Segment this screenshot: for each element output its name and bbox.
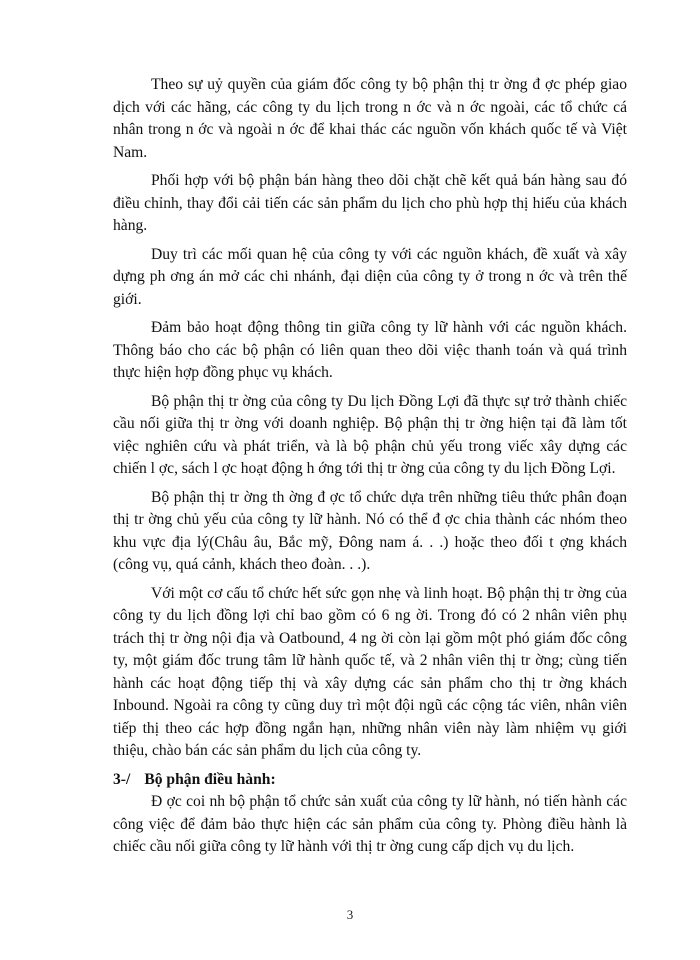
paragraph-market-role: Bộ phận thị tr ờng của công ty Du lịch Đồng Lợi đã thực sự trở thành chiếc cầu nối giữa thị tr ờng với doanh nghiệp. Bộ phận thị tr ờng hiện tại đã làm tốt việc nghiên cứu và phát triển, và là bộ phận chủ yếu trong viếc xây dựng các chiến l ợc, sách l ợc hoạt động h ớng tới thị tr ờng của công ty du lịch Đồng Lợi. [113, 392, 627, 477]
paragraph-operations: Đ ợc coi nh bộ phận tổ chức sản xuất của công ty lữ hành, nó tiến hành các công việc để đảm bảo thực hiện các sản phẩm của công ty. Phòng điều hành là chiếc cầu nối giữa công ty lữ hành với thị tr ờng cung cấp dịch vụ du lịch. [113, 793, 627, 855]
section-number: 3-/ [113, 770, 131, 788]
paragraph-information: Đảm bảo hoạt động thông tin giữa công ty lữ hành với các nguồn khách. Thông báo cho các bộ phận có liên quan theo dõi việc thanh toán và quá trình thực hiện hợp đồng phục vụ khách. [113, 319, 627, 381]
paragraph-segmentation: Bộ phận thị tr ờng th ờng đ ợc tổ chức dựa trên những tiêu thức phân đoạn thị tr ờng chủ yếu của công ty lữ hành. Nó có thể đ ợc chia thành các nhóm theo khu vực địa lý(Châu âu, Bắc mỹ, Đông nam á. . .) hoặc theo đối t ợng khách (công vụ, quá cảnh, khách theo đoàn. . .). [113, 488, 627, 573]
section-title: Bộ phận điều hành: [144, 770, 276, 788]
paragraph-sales-coordination: Phối hợp với bộ phận bán hàng theo dõi chặt chẽ kết quả bán hàng sau đó điều chỉnh, thay đổi cải tiến các sản phẩm du lịch cho phù hợp thị hiếu của khách hàng. [113, 172, 627, 234]
paragraph-relationships: Duy trì các mối quan hệ của công ty với các nguồn khách, đề xuất và xây dựng ph ơng án mở các chi nhánh, đại diện của công ty ở trong n ớc và trên thế giới. [113, 245, 627, 308]
paragraph-structure: Với một cơ cấu tổ chức hết sức gọn nhẹ và linh hoạt. Bộ phận thị tr ờng của công ty du lịch đồng lợi chỉ bao gồm có 6 ng ời. Trong đó có 2 nhân viên phụ trách thị tr ờng nội địa và Oatbound, 4 ng ời còn lại gồm một phó giám đốc công ty, một giám đốc trung tâm lữ hành quốc tế, và 2 nhân viên thị tr ờng; cùng tiến hành các hoạt động tiếp thị và xây dựng các sản phẩm cho thị tr ờng khách Inbound. Ngoài ra công ty cũng duy trì một đội ngũ các cộng tác viên, nhân viên tiếp thị theo các hợp đồng ngắn hạn, những nhân viên này làm nhiệm vụ giới thiệu, chào bán các sản phẩm du lịch của công ty. [113, 584, 627, 759]
document-body [113, 74, 627, 859]
section-heading [113, 769, 627, 792]
paragraph-authorization: Theo sự uỷ quyền của giám đốc công ty bộ phận thị tr ờng đ ợc phép giao dịch với các hãng, các công ty du lịch trong n ớc và n ớc ngoài, các tổ chức cá nhân trong n ớc và ngoài n ớc để khai thác các nguồn vốn khách quốc tế và Việt Nam. [113, 76, 627, 161]
page-number: 3 [346, 907, 354, 922]
